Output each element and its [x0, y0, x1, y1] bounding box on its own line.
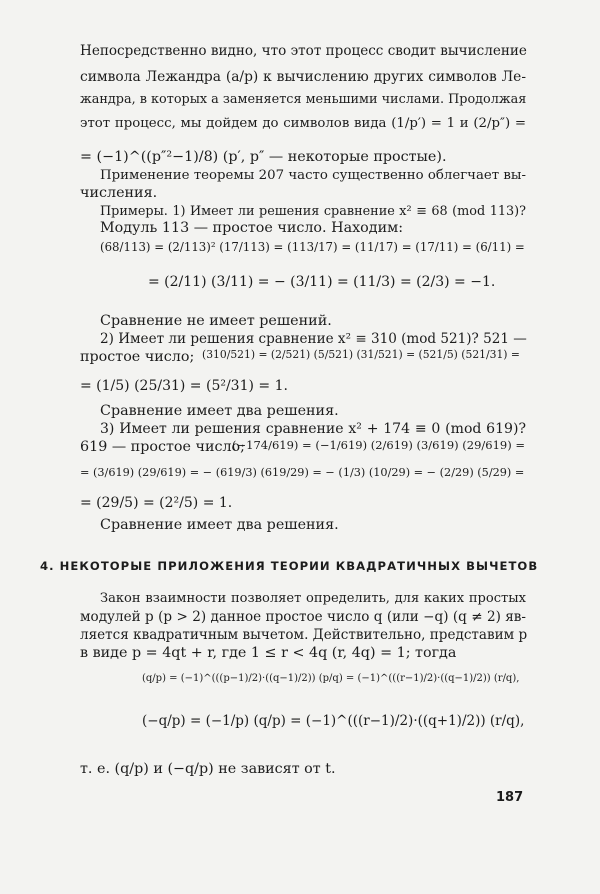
formula-line: (310/521) = (2/521) (5/521) (31/521) = (521/5) (521/31) = — [202, 348, 520, 361]
formula-line: (68/113) = (2/113)² (17/113) = (113/17) = (11/17) = (17/11) = (6/11) = — [100, 240, 525, 254]
text-line: Сравнение имеет два решения. — [100, 403, 339, 419]
text-line: Модуль 113 — простое число. Находим: — [100, 220, 404, 236]
text-line: числения. — [80, 185, 158, 201]
text-line: Сравнение не имеет решений. — [100, 313, 332, 329]
text-line: модулей p (p > 2) данное простое число q (или −q) (q ≠ 2) яв- — [80, 609, 526, 625]
formula-line: = (2/11) (3/11) = − (3/11) = (11/3) = (2/3) = −1. — [148, 274, 496, 290]
formula-line: = (3/619) (29/619) = − (619/3) (619/29) = − (1/3) (10/29) = − (2/29) (5/29) = — [80, 466, 525, 479]
text-line: Примеры. 1) Имеет ли решения сравнение x² ≡ 68 (mod 113)? — [100, 204, 526, 219]
formula-line: = (29/5) = (2²/5) = 1. — [80, 495, 233, 511]
formula-line: = (1/5) (25/31) = (5²/31) = 1. — [80, 378, 288, 394]
text-line: простое число; — [80, 349, 195, 365]
section-heading: 4. НЕКОТОРЫЕ ПРИЛОЖЕНИЯ ТЕОРИИ КВАДРАТИЧНЫХ ВЫЧЕТОВ — [40, 559, 539, 573]
text-line: ляется квадратичным вычетом. Действительно, представим p — [80, 627, 528, 643]
text-line: Применение теоремы 207 часто существенно облегчает вы- — [100, 168, 526, 183]
text-line: Сравнение имеет два решения. — [100, 517, 339, 533]
text-line: 2) Имеет ли решения сравнение x² ≡ 310 (mod 521)? 521 — — [100, 331, 527, 347]
formula-line: (q/p) = (−1)^(((p−1)/2)·((q−1)/2)) (p/q) = (−1)^(((r−1)/2)·((q−1)/2)) (r/q), — [142, 673, 520, 684]
page-number: 187 — [496, 790, 524, 805]
text-line: = (−1)^((p″²−1)/8) (p′, p″ — некоторые простые). — [80, 149, 447, 165]
formula-line: (−174/619) = (−1/619) (2/619) (3/619) (29/619) = — [232, 438, 525, 452]
text-line: Закон взаимности позволяет определить, для каких простых — [100, 591, 526, 606]
text-line: Непосредственно видно, что этот процесс сводит вычисление — [80, 43, 527, 59]
text-line: 3) Имеет ли решения сравнение x² + 174 ≡ 0 (mod 619)? — [100, 421, 526, 437]
text-line: в виде p = 4qt + r, где 1 ≤ r < 4q (r, 4q) = 1; тогда — [80, 645, 457, 661]
text-line: т. е. (q/p) и (−q/p) не зависят от t. — [80, 761, 336, 777]
text-line: этот процесс, мы дойдем до символов вида (1/p′) = 1 и (2/p″) = — [80, 116, 526, 131]
formula-line: (−q/p) = (−1/p) (q/p) = (−1)^(((r−1)/2)·((q+1)/2)) (r/q), — [142, 713, 525, 729]
text-line: символа Лежандра (a/p) к вычислению других символов Ле- — [80, 69, 526, 85]
text-line: 619 — простое число; — [80, 439, 245, 455]
text-line: жандра, в которых a заменяется меньшими числами. Продолжая — [80, 92, 527, 107]
